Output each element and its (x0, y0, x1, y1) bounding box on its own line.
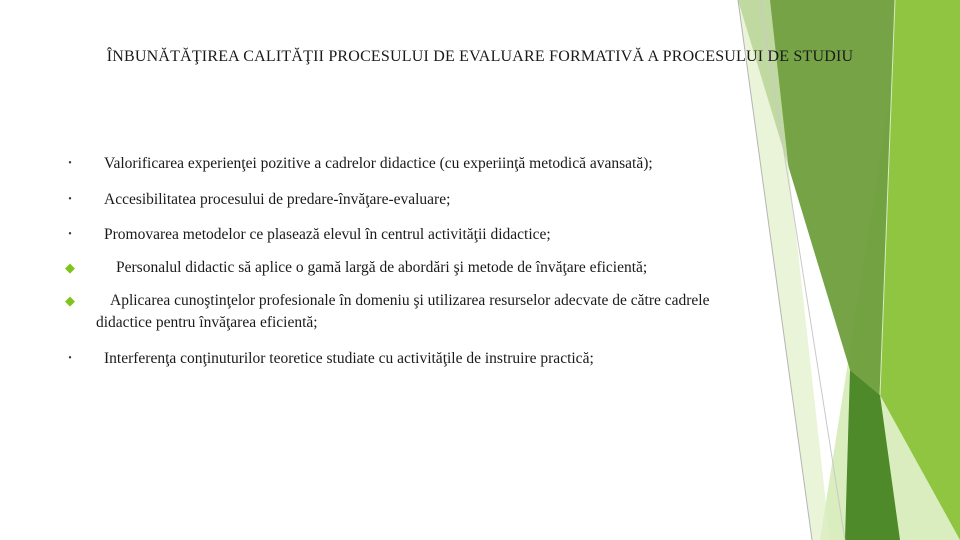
bullet-text-line-2: didactice pentru învăţarea eficientă; (96, 314, 318, 331)
bullet-text: Personalul didactic să aplice o gamă largă de abordări şi metode de învăţare eficientă; (116, 259, 648, 276)
bullet-text-line-1: Aplicarea cunoştinţelor profesionale în domeniu şi utilizarea resurselor adecvate de către cadrele (110, 292, 710, 309)
bullet-item (58, 290, 898, 334)
bullet-item (58, 224, 898, 246)
bullet-text: Interferenţa conţinuturilor teoretice studiate cu activităţile de instruire practică; (104, 350, 594, 367)
bullet-dot-icon: • (68, 194, 72, 205)
bullet-item (58, 348, 898, 370)
bullet-text: Promovarea metodelor ce plasează elevul în centrul activităţii didactice; (104, 226, 551, 243)
bullet-item (58, 257, 898, 279)
bullet-item (58, 189, 898, 211)
diamond-bullet-icon: ◆ (65, 260, 75, 275)
bullet-item (58, 153, 898, 175)
bullet-dot-icon: • (68, 229, 72, 240)
bullet-text: Valorificarea experienţei pozitive a cadrelor didactice (cu experiinţă metodică avansată); (104, 155, 653, 172)
bullet-text: Accesibilitatea procesului de predare-învăţare-evaluare; (104, 191, 451, 208)
slide-title: ÎNBUNĂTĂŢIREA CALITĂŢII PROCESULUI DE EVALUARE FORMATIVĂ A PROCESULUI DE STUDIU (106, 48, 854, 65)
diamond-bullet-icon: ◆ (65, 293, 75, 308)
bullet-dot-icon: • (68, 158, 72, 169)
bullet-dot-icon: • (68, 353, 72, 364)
